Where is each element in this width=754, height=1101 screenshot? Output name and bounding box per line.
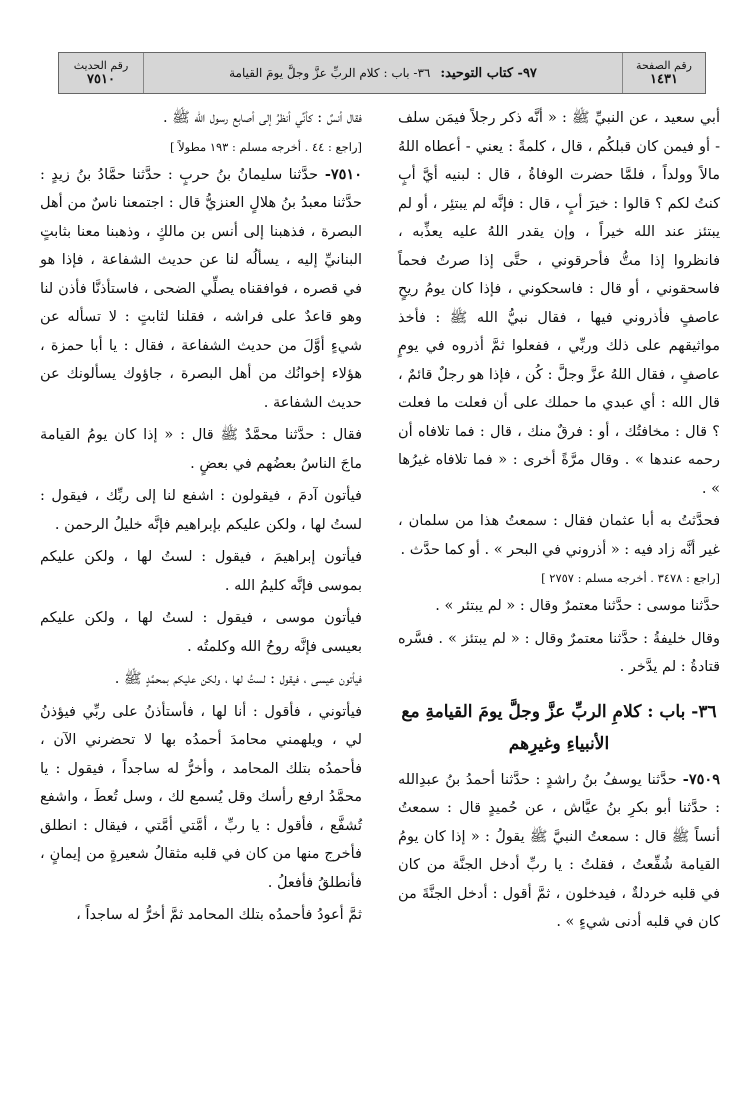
hadith-text: حدَّثنا سليمانُ بنُ حربٍ : حدَّثنا حمَّادُ بنُ زيدٍ : حدَّثنا معبدُ بنُ هلالٍ العنزيُّ قال : اجتمعنا ناسٌ من أهل البصرة ، فذهبنا إلى أنس بن مالكٍ ، وذهبنا معنا بثابتٍ البنانيِّ إليه ، يسألُه لنا عن حديث الشفاعة ، فإذا هو في قصره ، فوافقناه يصلِّي الضحى ، فاستأذنَّا فأذن لنا وهو قاعدٌ على فراشه ، فقلنا لثابتٍ : لا تسأله عن شيءٍ أوَّلَ من حديث الشفاعة ، فقال : يا أبا حمزة ، هؤلاء إخوانُك من أهل البصرة ، جاؤوك يسألونك عن حديث الشفاعة . [40, 166, 362, 411]
hadith-text: حدَّثنا يوسفُ بنُ راشدٍ : حدَّثنا أحمدُ بنُ عبدِالله : حدَّثنا أبو بكرِ بنُ عيَّاش ، عن حُميدٍ قال : سمعتُ أنساً ﷺ قال : سمعتُ النبيَّ ﷺ يقولُ : « إذا كان يومُ القيامة شُفِّعتُ ، فقلتُ : يا ربِّ أدخل الجنَّة من كان في قلبه خردلةٌ ، فيدخلون ، ثمَّ أقول : أدخل الجنَّةَ من كان في قلبه أدنى شيءٍ » . [398, 771, 720, 930]
text-paragraph: فقال أنسٌ : كأنِّي أنظرُ إلى أصابع رسول الله ﷺ . [163, 110, 362, 126]
page-header [58, 52, 706, 94]
hadith-paragraph [40, 161, 362, 418]
left-column [40, 104, 362, 934]
text-paragraph: فحدَّثتُ به أبا عثمان فقال : سمعتُ هذا من سلمان ، غير أنَّه زاد فيه : « أذروني في البحر » . أو كما حدَّث . [398, 513, 720, 558]
text-paragraph: أبي سعيد ، عن النبيِّ ﷺ : « أنَّه ذكر رجلاً فيمَن سلف - أو فيمن كان قبلكُم ، قال ، كلمةً : يعني - أعطاه اللهُ مالاً وولداً ، فلمَّا حضرت الوفاةُ ، قال : لبنيه أيَّ أبٍ كنتُ لكم ؟ قالوا : خيرَ أبٍ ، قال : فإنَّه لم يبتئِر ، أو لم يبتئز عند الله خيراً ، وإن يقدر اللهُ عليه يعذِّبه ، فانظروا إذا متُّ فأحرقوني ، حتَّى إذا صرتُ فحماً فاسحقوني ، أو قال : فاسحكوني ، فإذا كان يومُ ريحٍ عاصفٍ فأذروني فيها ، فقال نبيُّ الله ﷺ : فأخذ مواثيقهم على ذلك وربِّي ، ففعلوا ثمَّ أذروه في يومٍ عاصفٍ ، فقال اللهُ عزَّ وجلَّ : كُن ، فإذا هو رجلٌ قائمٌ ، قال الله : أي عبدي ما حملك على أن فعلت ما فعلت ؟ قال : مخافتُك ، أو : فرقٌ منك ، قال : فما تلافاه أن رحمه عندها » . وقال مرَّةً أخرى : « فما تلافاه غيرُها » . [398, 110, 720, 497]
hadith-paragraph [398, 766, 720, 937]
hadith-number: ٧٥١٠ [87, 72, 115, 87]
text-paragraph: فيأتون عيسى ، فيقول : لستُ لها ، ولكن عليكم بمحمَّدٍ ﷺ . [114, 671, 362, 687]
text-paragraph: فيأتون موسى ، فيقول : لستُ لها ، ولكن عليكم بعيسى فإنَّه روحُ الله وكلمتُه . [40, 610, 362, 655]
text-paragraph: ثمَّ أعودُ فأحمدُه بتلك المحامد ثمَّ أخرُّ له ساجداً ، [76, 907, 362, 923]
reference-note: [راجع : ٤٤ . أخرجه مسلم : ١٩٣ مطولاً ] [169, 139, 362, 154]
page-body [40, 104, 720, 1084]
text-paragraph: حدَّثنا موسى : حدَّثنا معتمرٌ وقال : « لم يبتئر » . [435, 598, 720, 614]
text-paragraph: فقال : حدَّثنا محمَّدٌ ﷺ قال : « إذا كان يومُ القيامة ماجَ الناسُ بعضُهم في بعضٍ . [40, 427, 362, 472]
page-number-box [622, 53, 705, 93]
text-paragraph: فيأتون إبراهيمَ ، فيقول : لستُ لها ، ولكن عليكم بموسى فإنَّه كليمُ الله . [40, 549, 362, 594]
right-column [398, 104, 720, 941]
chapter-heading: ٣٦- باب : كلامِ الربِّ عزَّ وجلَّ يومَ القيامةِ مع الأنبياءِ وغيرِهم [401, 701, 717, 754]
running-title [144, 53, 622, 93]
page-number: ١٤٣١ [650, 72, 678, 87]
reference-note: [راجع : ٣٤٧٨ . أخرجه مسلم : ٢٧٥٧ ] [541, 571, 720, 585]
hadith-number-box [59, 53, 144, 93]
chapter-running-title: ٣٦- باب : كلام الربِّ عزَّ وجلَّ يومَ القيامة [229, 66, 431, 80]
hadith-number-label: رقم الحديث [73, 59, 129, 72]
hadith-number-label: ٧٥٠٩- [676, 770, 720, 788]
text-paragraph: فيأتوني ، فأقول : أنا لها ، فأستأذنُ على ربِّي فيؤذنُ لي ، ويلهمني محامدَ أحمدُه بها لا تحضرني الآن ، فأحمدُه بتلك المحامد ، وأخرُّ له ساجداً ، فيقول : يا محمَّدُ ارفع رأسك وقل يُسمع لك ، وسل تُعطَ ، واشفع تُشفَّع ، فأقول : يا ربِّ ، أمَّتي أمَّتي ، فيقال : انطلق فأخرج منها من كان في قلبه مثقالُ شعيرةٍ من إيمانٍ ، فأنطلقُ فأفعلُ . [40, 703, 362, 891]
book-title: ٩٧- كتاب التوحيد: [440, 65, 537, 81]
page-number-label: رقم الصفحة [636, 59, 692, 72]
hadith-number-label: ٧٥١٠- [318, 165, 362, 183]
text-paragraph: وقال خليفةُ : حدَّثنا معتمرٌ وقال : « لم يبتئز » . فسَّره قتادةُ : لم يدَّخر . [398, 630, 720, 675]
text-paragraph: فيأتون آدمَ ، فيقولون : اشفع لنا إلى ربِّك ، فيقول : لستُ لها ، ولكن عليكم بإبراهيم فإنَّه خليلُ الرحمن . [40, 488, 362, 533]
